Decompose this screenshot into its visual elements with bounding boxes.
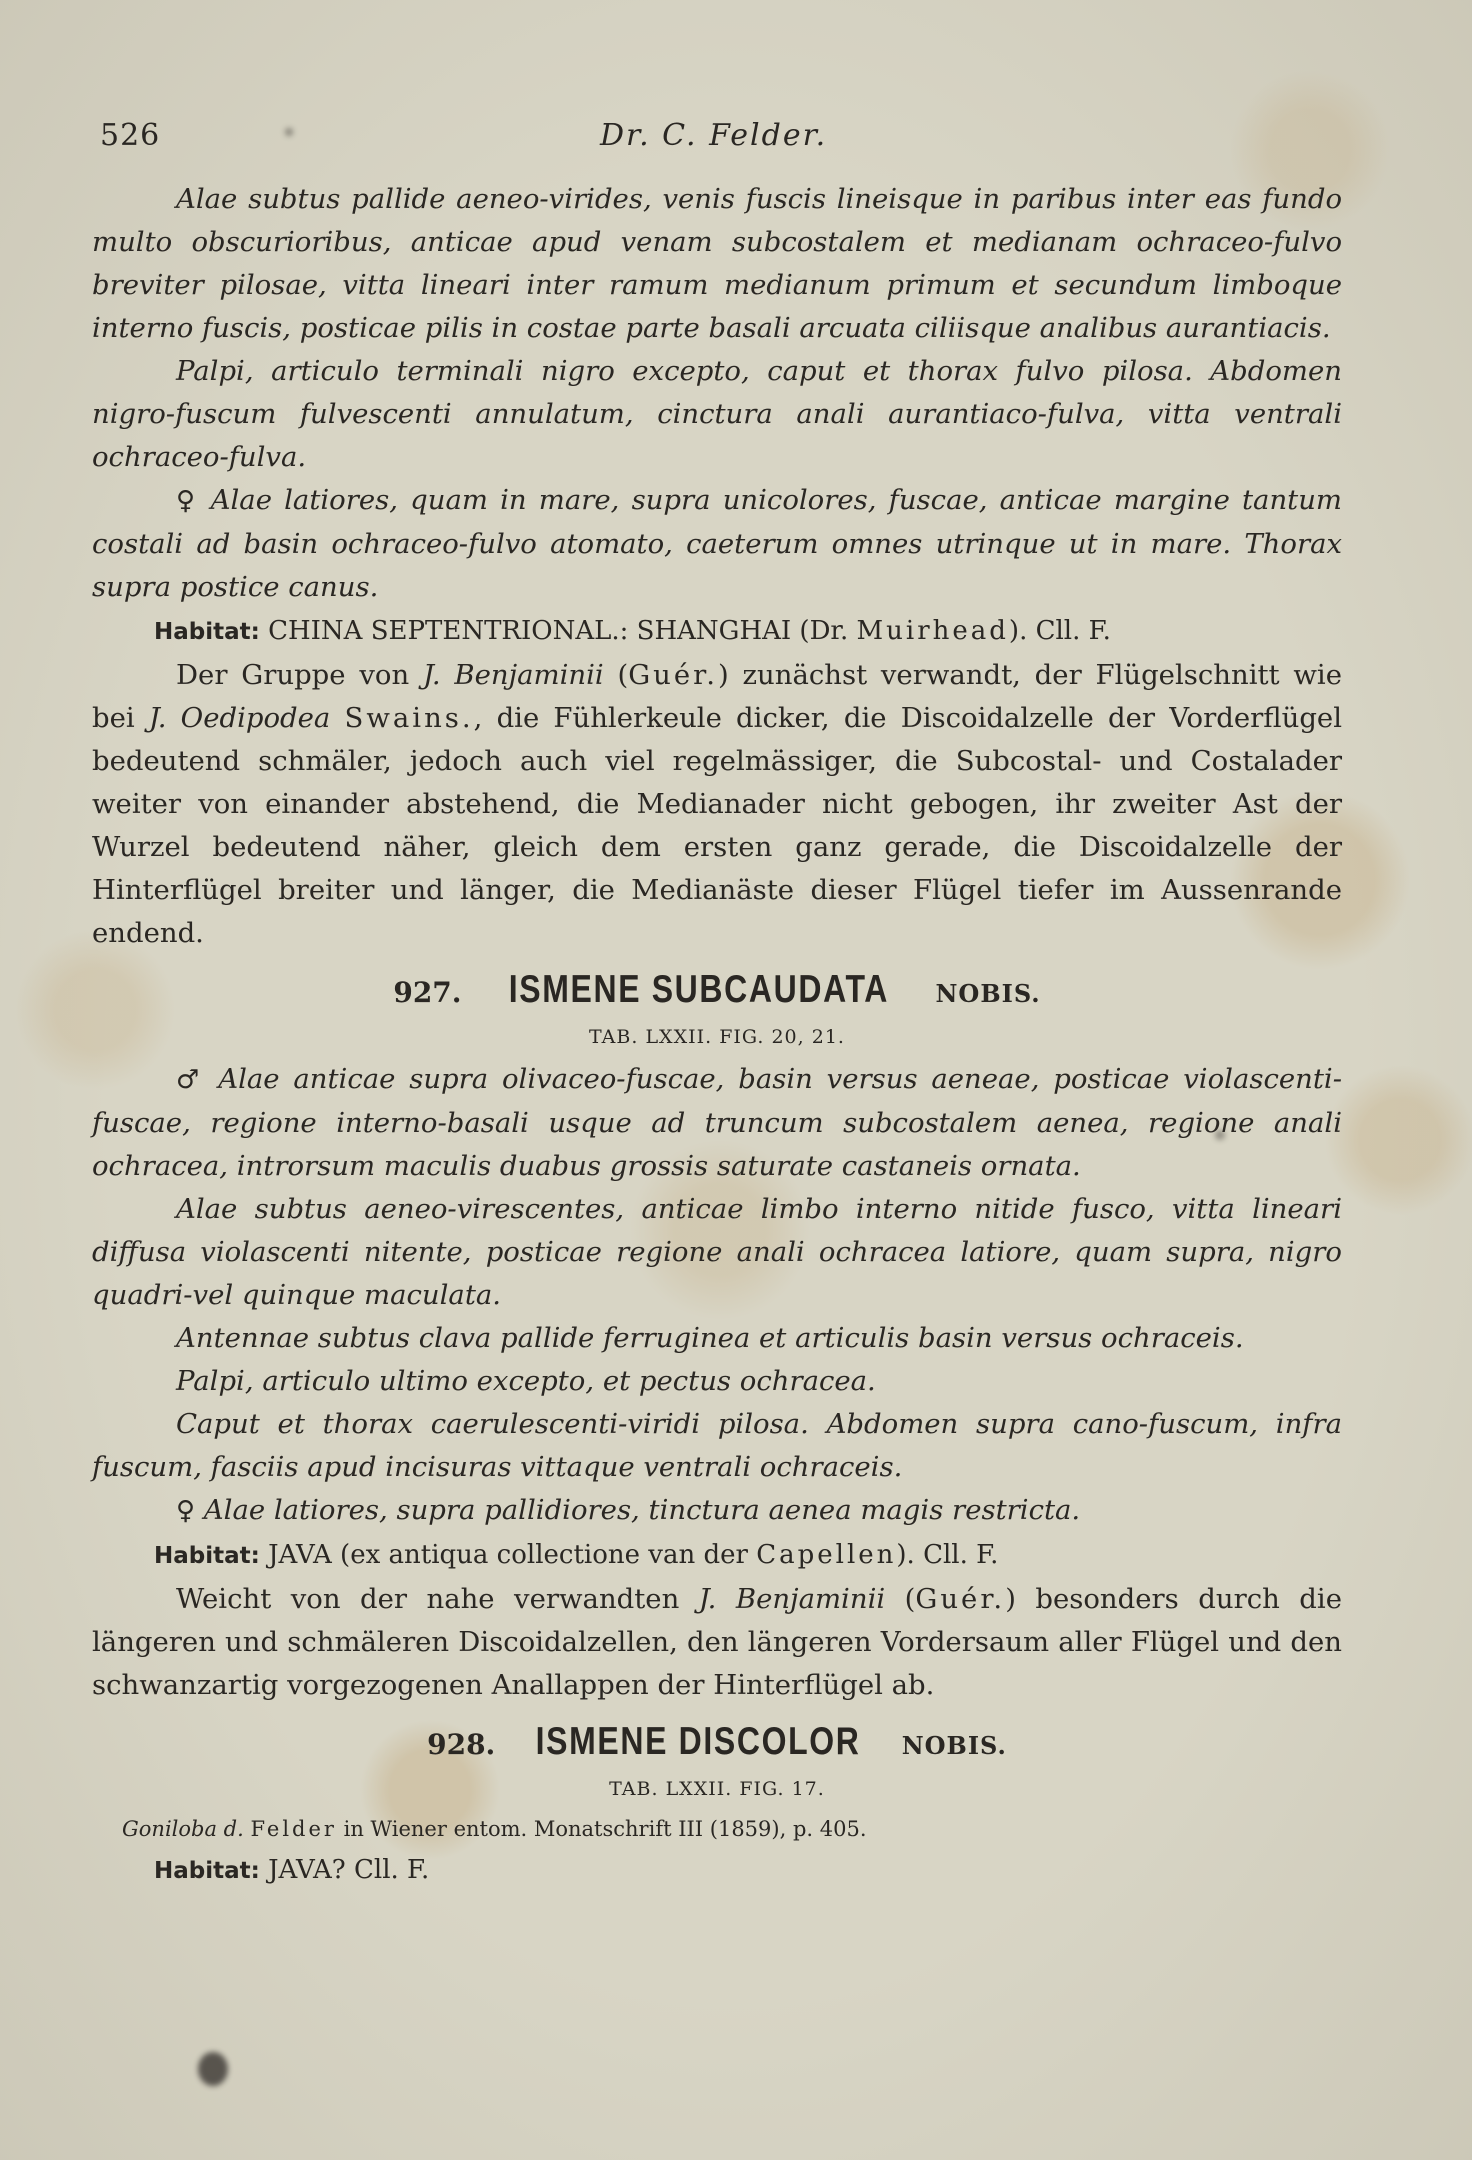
author-name: Swains. <box>344 702 474 734</box>
latin-description <box>92 1058 1342 1188</box>
species-name: J. Oedipodea <box>148 702 331 734</box>
species-heading <box>92 1717 1342 1774</box>
ink-blot <box>198 2052 228 2086</box>
author-name: Guér. <box>915 1583 1006 1615</box>
author-name: Guér. <box>628 659 719 691</box>
description-text: Palpi, articulo ultimo excepto, et pectus ochracea. <box>176 1365 876 1397</box>
species-name: J. Benjaminii <box>422 659 604 691</box>
species-author: NOBIS. <box>935 979 1041 1008</box>
plate-reference: TAB. LXXII. FIG. 17. <box>609 1778 825 1800</box>
habitat-label: Habitat: <box>154 619 260 645</box>
page-header <box>0 118 1472 158</box>
description-text: Alae anticae supra olivaceo-fuscae, basin versus aeneae, posticae violascenti-fuscae, regione interno-basali usque ad truncum subcostalem aenea, regione anali ochracea, introrsum maculis duabus grossis saturate castaneis ornata. <box>92 1063 1342 1182</box>
species-author: NOBIS. <box>901 1731 1007 1760</box>
female-symbol-icon: ♀ <box>176 486 199 516</box>
habitat-label: Habitat: <box>154 1543 260 1569</box>
remark-text: ) besonders durch die längeren und schmäleren Discoidalzellen, den längeren Vordersaum aller Flügel und den schwanzartig vorgezogenen Anallappen der Hinterflügel ab. <box>92 1583 1342 1701</box>
habitat-text: ). Cll. F. <box>896 1540 999 1570</box>
latin-description <box>92 1360 1342 1403</box>
remark-text: , die Fühlerkeule dicker, die Discoidalzelle der Vorderflügel bedeutend schmäler, jedoch auch viel regelmässiger, die Subcostal- und Costalader weiter von einander abstehend, die Medianader nicht gebogen, ihr zweiter Ast der Wurzel bedeutend näher, gleich dem ersten ganz gerade, die Discoidalzelle der Hinterflügel breiter und länger, die Medianäste dieser Flügel tiefer im Aussenrande endend. <box>92 702 1342 949</box>
description-text: Antennae subtus clava pallide ferruginea et articulis basin versus ochraceis. <box>176 1322 1244 1354</box>
page-number: 526 <box>100 118 161 153</box>
latin-description <box>92 1489 1342 1533</box>
species-number: 928. <box>427 1728 496 1761</box>
author-name: Felder <box>250 1817 337 1841</box>
species-number: 927. <box>393 976 462 1009</box>
male-symbol-icon: ♂ <box>176 1065 205 1095</box>
species-name: Goniloba d. <box>122 1817 244 1841</box>
latin-description <box>92 1188 1342 1317</box>
habitat-text: ). Cll. F. <box>1008 616 1111 646</box>
plate-reference: TAB. LXXII. FIG. 20, 21. <box>589 1026 845 1048</box>
german-remarks <box>92 1578 1342 1707</box>
synonym-line <box>92 1810 1342 1848</box>
latin-description <box>92 479 1342 609</box>
collector-name: Muirhead <box>856 616 1009 646</box>
habitat-line <box>92 609 1342 654</box>
remark-text: ) zunächst verwandt, der Flügelschnitt wie bei <box>92 659 1342 734</box>
latin-description <box>92 1403 1342 1489</box>
description-text: Palpi, articulo terminali nigro excepto, caput et thorax fulvo pilosa. Abdomen nigro-fuscum fulvescenti annulatum, cinctura anali aurantiaco-fulva, vitta ventrali ochraceo-fulva. <box>92 355 1342 473</box>
remark-text: in Wiener entom. Monatschrift III (1859), p. 405. <box>336 1817 867 1841</box>
female-symbol-icon: ♀ <box>176 1496 196 1526</box>
latin-description <box>92 350 1342 479</box>
running-head: Dr. C. Felder. <box>600 118 828 153</box>
habitat-line <box>92 1533 1342 1578</box>
latin-description <box>92 1317 1342 1360</box>
latin-description <box>92 178 1342 350</box>
habitat-text: JAVA? Cll. F. <box>268 1855 430 1885</box>
species-heading <box>92 965 1342 1022</box>
german-remarks <box>92 654 1342 955</box>
remark-text: ( <box>603 659 629 691</box>
remark-text: Weicht von der nahe verwandten <box>176 1583 699 1615</box>
remark-text <box>330 702 344 734</box>
remark-text: ( <box>885 1583 916 1615</box>
description-text: Caput et thorax caerulescenti-viridi pilosa. Abdomen supra cano-fuscum, infra fuscum, fasciis apud incisuras vittaque ventrali ochraceis. <box>92 1408 1342 1483</box>
habitat-text: CHINA SEPTENTRIONAL.: SHANGHAI (Dr. <box>268 616 857 646</box>
description-text: Alae latiores, quam in mare, supra unicolores, fuscae, anticae margine tantum costali ad basin ochraceo-fulvo atomato, caeterum omnes utrinque ut in mare. Thorax supra postice canus. <box>92 484 1342 603</box>
description-text: Alae latiores, supra pallidiores, tinctura aenea magis restricta. <box>203 1494 1081 1526</box>
remark-text: Der Gruppe von <box>176 659 423 691</box>
habitat-text: JAVA (ex antiqua collectione van der <box>268 1540 757 1570</box>
species-name: J. Benjaminii <box>698 1583 886 1615</box>
collector-name: Capellen <box>756 1540 897 1570</box>
habitat-line <box>92 1848 1342 1893</box>
description-text: Alae subtus aeneo-virescentes, anticae limbo interno nitide fusco, vitta lineari diffusa violascenti nitente, posticae regione anali ochracea latiore, quam supra, nigro quadri-vel quinque maculata. <box>92 1193 1342 1311</box>
habitat-label: Habitat: <box>154 1858 260 1884</box>
page-body <box>92 178 1342 1893</box>
species-title: ISMENE DISCOLOR <box>536 1720 861 1763</box>
description-text: Alae subtus pallide aeneo-virides, venis fuscis lineisque in paribus inter eas fundo multo obscurioribus, anticae apud venam subcostalem et medianam ochraceo-fulvo breviter pilosae, vitta lineari inter ramum medianum primum et secundum limboque interno fuscis, posticae pilis in costae parte basali arcuata ciliisque analibus aurantiacis. <box>92 183 1342 344</box>
species-title: ISMENE SUBCAUDATA <box>508 968 889 1011</box>
